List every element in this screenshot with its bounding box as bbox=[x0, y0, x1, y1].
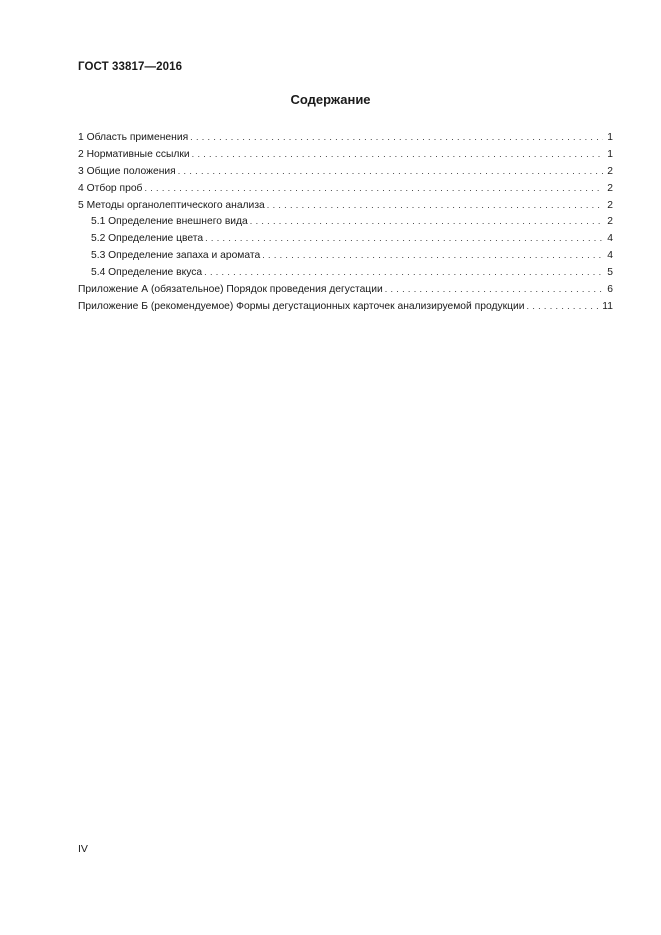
toc-entry-5-2[interactable] bbox=[78, 230, 613, 247]
toc-entry-page: 2 bbox=[607, 182, 613, 194]
toc-entry-page: 1 bbox=[607, 132, 613, 143]
toc-entry-appendix-a[interactable] bbox=[78, 281, 613, 298]
toc-entry-page: 11 bbox=[602, 300, 613, 312]
toc-entry-label: 3 Общие положения bbox=[78, 165, 176, 177]
toc-entry-5-1[interactable] bbox=[78, 213, 613, 230]
toc-entry-page: 6 bbox=[607, 284, 613, 296]
toc-entry-page: 2 bbox=[607, 199, 613, 211]
toc-title: Содержание bbox=[290, 92, 371, 107]
toc-entry-page: 4 bbox=[607, 250, 613, 262]
toc-entry-label: Приложение А (обязательное) Порядок проведения дегустации bbox=[78, 284, 383, 296]
toc-dot-leader bbox=[190, 129, 603, 146]
toc-dot-leader bbox=[144, 180, 603, 197]
document-standard-id: ГОСТ 33817—2016 bbox=[78, 61, 183, 73]
toc-entry-1[interactable] bbox=[78, 129, 613, 146]
toc-dot-leader bbox=[192, 146, 603, 163]
toc-entry-page: 2 bbox=[607, 165, 613, 177]
toc-entry-label: Приложение Б (рекомендуемое) Формы дегустационных карточек анализируемой продукции bbox=[78, 300, 525, 312]
toc-entry-page: 5 bbox=[607, 267, 613, 279]
toc-entry-page: 1 bbox=[607, 148, 613, 160]
toc-entry-label: 2 Нормативные ссылки bbox=[78, 148, 190, 160]
toc-dot-leader bbox=[262, 247, 603, 264]
toc-entry-5[interactable] bbox=[78, 197, 613, 214]
toc-entry-5-4[interactable] bbox=[78, 264, 613, 281]
toc-entry-page: 2 bbox=[607, 216, 613, 228]
toc-entry-label: 4 Отбор проб bbox=[78, 182, 143, 194]
toc-dot-leader bbox=[178, 163, 603, 180]
toc-entry-3[interactable] bbox=[78, 163, 613, 180]
toc-entry-5-3[interactable] bbox=[78, 247, 613, 264]
toc-entry-label: 5.2 Определение цвета bbox=[91, 233, 204, 245]
toc-dot-leader bbox=[385, 281, 603, 298]
toc-entry-4[interactable] bbox=[78, 180, 613, 197]
toc-entry-page: 4 bbox=[607, 233, 613, 245]
toc-entry-label: 5.3 Определение запаха и аромата bbox=[91, 250, 261, 262]
page-number: IV bbox=[78, 843, 88, 855]
toc-dot-leader bbox=[527, 298, 599, 315]
toc-entry-label: 5.4 Определение вкуса bbox=[91, 267, 203, 279]
toc-dot-leader bbox=[205, 230, 603, 247]
table-of-contents bbox=[78, 129, 613, 315]
toc-entry-label: 5.1 Определение внешнего вида bbox=[91, 216, 248, 228]
toc-dot-leader bbox=[204, 264, 603, 281]
toc-entry-2[interactable] bbox=[78, 146, 613, 163]
toc-entry-appendix-b[interactable] bbox=[78, 298, 613, 315]
toc-dot-leader bbox=[267, 197, 603, 214]
toc-entry-label: 5 Методы органолептического анализа bbox=[78, 199, 265, 211]
toc-dot-leader bbox=[250, 213, 603, 230]
toc-entry-label: 1 Область применения bbox=[78, 132, 189, 143]
